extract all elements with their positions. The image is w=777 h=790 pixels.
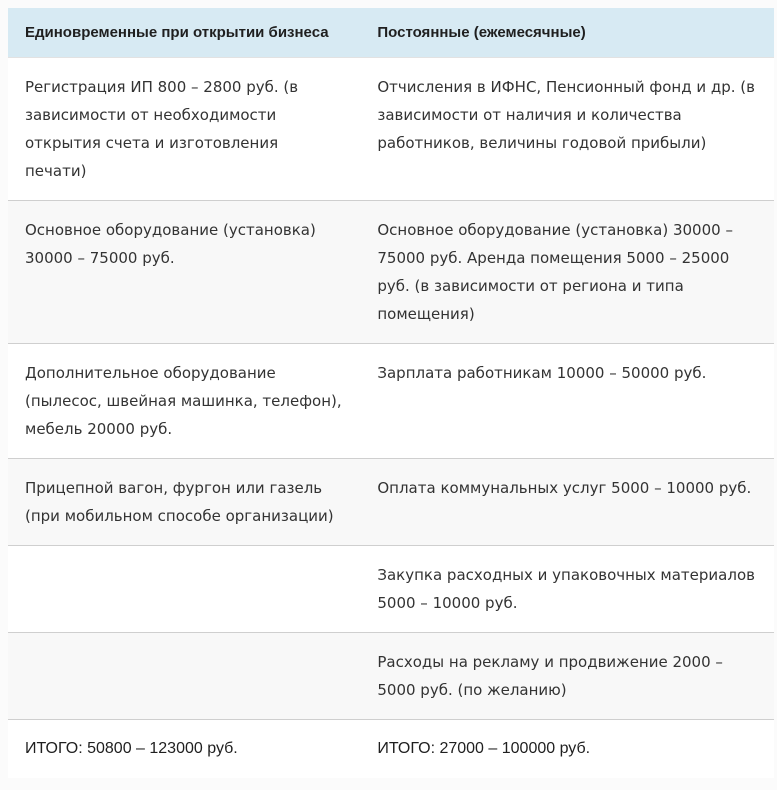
table-cell-onetime: Регистрация ИП 800 – 2800 руб. (в зависимости от необходимости открытия счета и изготовления печати) (8, 58, 360, 201)
total-cell-monthly: ИТОГО: 27000 – 100000 руб. (377, 740, 591, 757)
table-cell-onetime (8, 546, 360, 633)
table-row (8, 58, 774, 201)
table-row (8, 201, 774, 344)
table-cell-onetime: Прицепной вагон, фургон или газель (при мобильном способе организации) (8, 459, 360, 546)
table-cell-monthly: Оплата коммунальных услуг 5000 – 10000 руб. (360, 459, 774, 546)
table-cell-onetime (8, 633, 360, 720)
column-header-monthly: Постоянные (ежемесячные) (360, 8, 774, 58)
table-head (8, 8, 774, 58)
business-costs-table (8, 8, 774, 778)
table-cell-onetime: Дополнительное оборудование (пылесос, швейная машинка, телефон), мебель 20000 руб. (8, 344, 360, 459)
table-row (8, 633, 774, 720)
table-row-total (8, 720, 774, 779)
table-cell-monthly: Закупка расходных и упаковочных материалов 5000 – 10000 руб. (360, 546, 774, 633)
column-header-onetime: Единовременные при открытии бизнеса (8, 8, 360, 58)
table-cell-monthly: Основное оборудование (установка) 30000 – 75000 руб. Аренда помещения 5000 – 25000 руб. (в зависимости от региона и типа помещения) (360, 201, 774, 344)
table-header-row (8, 8, 774, 58)
table-cell-monthly: Зарплата работникам 10000 – 50000 руб. (360, 344, 774, 459)
table-cell-onetime: Основное оборудование (установка) 30000 – 75000 руб. (8, 201, 360, 344)
table-body (8, 58, 774, 779)
table-row (8, 459, 774, 546)
table-row (8, 344, 774, 459)
total-cell-onetime: ИТОГО: 50800 – 123000 руб. (25, 740, 238, 757)
table-cell-monthly: Расходы на рекламу и продвижение 2000 – 5000 руб. (по желанию) (360, 633, 774, 720)
table-row (8, 546, 774, 633)
table-cell-monthly: Отчисления в ИФНС, Пенсионный фонд и др. (в зависимости от наличия и количества работников, величины годовой прибыли) (360, 58, 774, 201)
